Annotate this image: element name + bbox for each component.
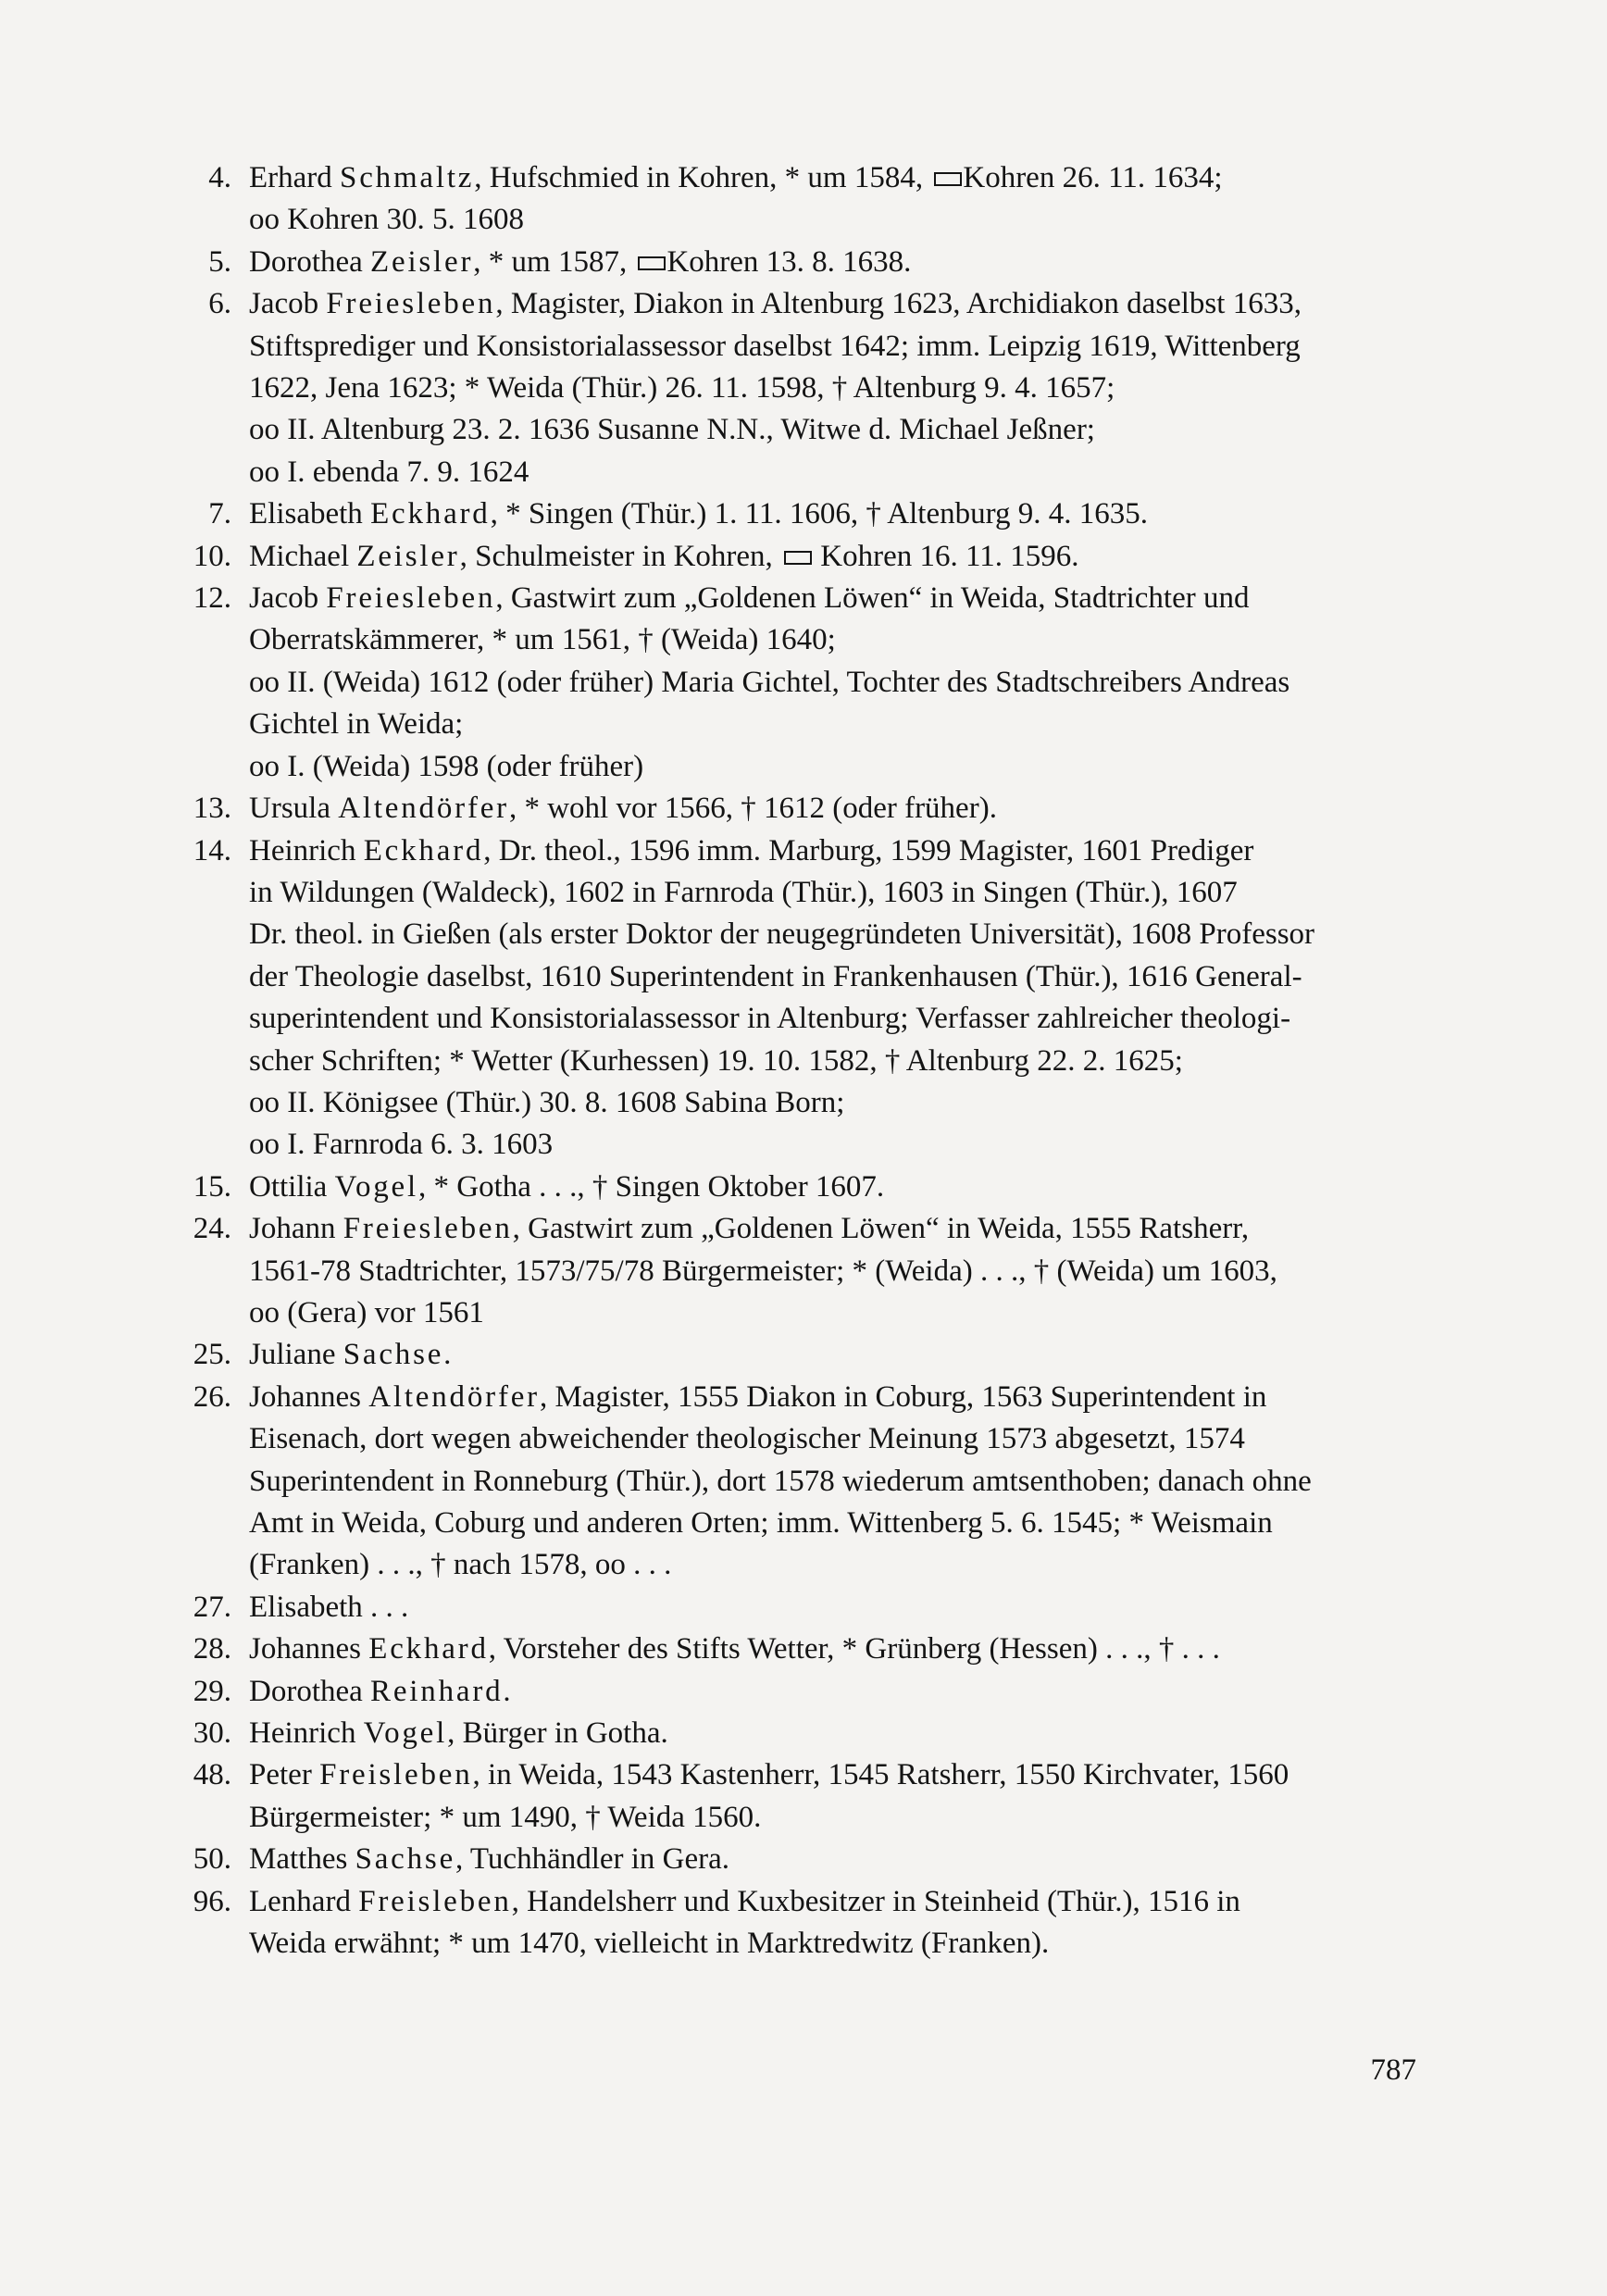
entry-text-segment: 1561-78 Stadtrichter, 1573/75/78 Bürgermeister; * (Weida) . . ., † (Weida) um 1603, [249,1254,1277,1288]
entry-line [249,452,1416,493]
entry-text-segment: Jacob [249,287,327,321]
genealogy-entry [185,1377,1416,1587]
entry-text-segment: Stiftsprediger und Konsistorialassessor daselbst 1642; imm. Leipzig 1619, Wittenberg [249,329,1301,363]
entry-line [249,1713,1416,1754]
entry-text-segment: oo (Gera) vor 1561 [249,1295,484,1329]
surname: Eckhard [368,1632,489,1666]
burial-icon [638,256,666,270]
entry-text-segment: Johannes [249,1379,369,1414]
entry-line [249,1251,1416,1292]
entry-text-segment: , * um 1587, [473,244,635,279]
entry-text-segment: , Tuchhändler in Gera. [455,1842,730,1877]
entry-line [249,619,1416,661]
entry-text-segment: Heinrich [249,1716,364,1751]
genealogy-entry [185,1671,1416,1713]
surname: Altendörfer [368,1379,540,1414]
entry-text-segment: , Gastwirt zum „Goldenen Löwen“ in Weida, Stadtrichter und [495,581,1250,616]
entry-text-segment: Peter [249,1758,320,1792]
entry-number: 24. [193,1212,231,1246]
genealogy-entry [185,493,1416,535]
surname: Freiesleben [343,1212,513,1246]
entry-line [249,1503,1416,1544]
entry-text-segment: Ursula [249,792,339,826]
entry-text-segment: oo I. ebenda 7. 9. 1624 [249,455,529,489]
entry-text-segment: , Gastwirt zum „Goldenen Löwen“ in Weida, 1555 Ratsherr, [512,1212,1250,1246]
genealogy-entry [185,1713,1416,1754]
entry-line [249,1923,1416,1965]
entry-line [249,1839,1416,1880]
entry-line [249,1208,1416,1250]
entry-number: 29. [193,1674,231,1708]
genealogy-entry [185,830,1416,1167]
entry-text-segment: Eisenach, dort wegen abweichender theologischer Meinung 1573 abgesetzt, 1574 [249,1422,1245,1456]
burial-icon [784,551,812,565]
surname: Freiesleben [326,287,496,321]
entry-text [249,536,1416,578]
entry-text-segment: . [503,1674,511,1708]
entry-text-segment: Ottilia [249,1169,335,1204]
entry-text-segment: Bürgermeister; * um 1490, † Weida 1560. [249,1800,762,1834]
genealogy-entry [185,157,1416,242]
entry-text [249,1713,1416,1754]
entry-text [249,830,1416,1167]
surname: Reinhard [370,1674,504,1708]
entry-text-segment: , Magister, Diakon in Altenburg 1623, Archidiakon daselbst 1633, [495,287,1302,321]
genealogy-entry [185,1208,1416,1334]
entry-text-segment: Elisabeth . . . [249,1590,409,1624]
entry-line [249,788,1416,830]
surname: Freisleben [319,1758,473,1792]
entry-text-segment: Dr. theol. in Gießen (als erster Doktor der neugegründeten Universität), 1608 Professor [249,917,1315,952]
genealogy-list [185,157,1416,1965]
entry-text-segment: , Magister, 1555 Diakon in Coburg, 1563 Superintendent in [539,1379,1267,1414]
entry-line [249,1292,1416,1334]
burial-icon [934,172,962,186]
entry-text-segment: , * Gotha . . ., † Singen Oktober 1607. [417,1169,885,1204]
entry-number: 96. [193,1884,231,1918]
entry-text [249,1377,1416,1587]
entry-line [249,1418,1416,1460]
entry-text-segment: oo II. Altenburg 23. 2. 1636 Susanne N.N., Witwe d. Michael Jeßner; [249,413,1095,447]
entry-text-segment: , Vorsteher des Stifts Wetter, * Grünberg (Hessen) . . ., † . . . [488,1632,1220,1666]
entry-text-segment: , Bürger in Gotha. [447,1716,668,1751]
entry-text [249,157,1416,242]
entry-text-segment: Kohren 26. 11. 1634; [963,161,1223,194]
entry-text-segment: , * Singen (Thür.) 1. 11. 1606, † Altenburg 9. 4. 1635. [490,497,1148,531]
entry-text-segment: , Handelsherr und Kuxbesitzer in Steinheid (Thür.), 1516 in [511,1884,1240,1918]
entry-text-segment: Matthes [249,1842,355,1877]
genealogy-entry [185,578,1416,788]
entry-line [249,746,1416,788]
entry-text-segment: Jacob [249,581,327,616]
genealogy-entry [185,1839,1416,1880]
surname: Altendörfer [338,792,509,826]
entry-line [249,1124,1416,1166]
entry-number: 12. [193,581,231,616]
entry-line [249,368,1416,409]
genealogy-entry [185,1587,1416,1628]
genealogy-entry [185,242,1416,283]
entry-text-segment: , Dr. theol., 1596 imm. Marburg, 1599 Magister, 1601 Prediger [483,833,1254,867]
entry-text [249,1881,1416,1965]
entry-line [249,1041,1416,1082]
genealogy-entry [185,536,1416,578]
entry-line [249,578,1416,619]
entry-text [249,493,1416,535]
entry-text-segment: Amt in Weida, Coburg und anderen Orten; imm. Wittenberg 5. 6. 1545; * Weismain [249,1506,1273,1540]
surname: Eckhard [363,833,484,867]
entry-text-segment: der Theologie daselbst, 1610 Superintendent in Frankenhausen (Thür.), 1616 General- [249,959,1302,993]
entry-text-segment: Johannes [249,1632,369,1666]
entry-line [249,830,1416,872]
entry-text-segment: Erhard [249,161,341,194]
surname: Vogel [363,1716,448,1751]
entry-line [249,1082,1416,1124]
surname: Schmaltz [340,161,475,194]
entry-line [249,1671,1416,1713]
entry-line [249,872,1416,914]
entry-line [249,283,1416,325]
entry-line [249,704,1416,745]
surname: Eckhard [370,497,491,531]
entry-line [249,1334,1416,1376]
entry-number: 6. [208,287,231,321]
entry-text [249,1628,1416,1670]
entry-text-segment: Superintendent in Ronneburg (Thür.), dort 1578 wiederum amtsenthoben; danach ohne [249,1464,1312,1498]
entry-line [249,998,1416,1040]
surname: Freiesleben [326,581,496,616]
entry-line [249,409,1416,451]
entry-number: 26. [193,1379,231,1414]
entry-text-segment: Michael [249,539,357,573]
entry-text-segment: Juliane [249,1338,343,1372]
genealogy-entry [185,788,1416,830]
entry-text [249,788,1416,830]
entry-text [249,1754,1416,1839]
surname: Sachse [343,1338,444,1372]
entry-text-segment: Dorothea [249,244,371,279]
entry-text-segment: oo II. Königsee (Thür.) 30. 8. 1608 Sabina Born; [249,1085,845,1119]
entry-line [249,493,1416,535]
entry-line [249,662,1416,704]
entry-line [249,956,1416,998]
entry-number: 15. [193,1169,231,1204]
entry-number: 10. [193,539,231,573]
entry-line [249,1167,1416,1208]
entry-text-segment: . [443,1338,452,1372]
page-number: 787 [1370,2053,1416,2087]
entry-number: 7. [208,497,231,531]
entry-text-segment: , Schulmeister in Kohren, [459,539,781,573]
genealogy-entry [185,1754,1416,1839]
entry-text-segment: superintendent und Konsistorialassessor in Altenburg; Verfasser zahlreicher theologi- [249,1002,1291,1036]
entry-text [249,242,1416,283]
entry-number: 5. [208,244,231,279]
entry-line [249,1628,1416,1670]
entry-line [249,157,1416,199]
entry-text-segment: 1622, Jena 1623; * Weida (Thür.) 26. 11. 1598, † Altenburg 9. 4. 1657; [249,371,1115,406]
entry-text-segment: Lenhard [249,1884,359,1918]
entry-text-segment: Gichtel in Weida; [249,707,464,742]
entry-text-segment: , * wohl vor 1566, † 1612 (oder früher). [508,792,997,826]
entry-number: 27. [193,1590,231,1624]
entry-text [249,1839,1416,1880]
entry-text-segment: Kohren 13. 8. 1638. [666,244,912,279]
entry-text-segment: in Wildungen (Waldeck), 1602 in Farnroda (Thür.), 1603 in Singen (Thür.), 1607 [249,875,1238,909]
entry-text-segment: (Franken) . . ., † nach 1578, oo . . . [249,1548,672,1582]
entry-text-segment: scher Schriften; * Wetter (Kurhessen) 19. 10. 1582, † Altenburg 22. 2. 1625; [249,1043,1183,1078]
entry-text-segment: , Hufschmied in Kohren, * um 1584, [474,161,931,194]
entry-text [249,1167,1416,1208]
entry-number: 50. [193,1842,231,1877]
entry-line [249,1797,1416,1839]
entry-line [249,326,1416,368]
entry-text [249,1208,1416,1334]
genealogy-entry [185,1167,1416,1208]
entry-text [249,1671,1416,1713]
entry-line [249,1587,1416,1628]
surname: Zeisler [356,539,460,573]
entry-line [249,1881,1416,1923]
entry-text-segment: oo Kohren 30. 5. 1608 [249,203,524,237]
entry-text-segment: oo I. (Weida) 1598 (oder früher) [249,749,644,783]
genealogy-entry [185,1881,1416,1965]
entry-number: 48. [193,1758,231,1792]
entry-line [249,199,1416,241]
entry-number: 28. [193,1632,231,1666]
entry-text-segment: Oberratskämmerer, * um 1561, † (Weida) 1640; [249,623,836,657]
entry-text [249,1334,1416,1376]
entry-line [249,1377,1416,1418]
entry-number: 25. [193,1338,231,1372]
entry-text-segment: Elisabeth [249,497,371,531]
entry-text-segment: oo I. Farnroda 6. 3. 1603 [249,1128,554,1162]
entry-line [249,1544,1416,1586]
entry-line [249,1754,1416,1796]
entry-number: 14. [193,833,231,867]
entry-text-segment: Dorothea [249,1674,371,1708]
entry-text-segment: , in Weida, 1543 Kastenherr, 1545 Ratsherr, 1550 Kirchvater, 1560 [472,1758,1289,1792]
genealogy-entry [185,1334,1416,1376]
entry-text-segment: oo II. (Weida) 1612 (oder früher) Maria Gichtel, Tochter des Stadtschreibers Andreas [249,665,1290,699]
entry-line [249,1461,1416,1503]
entry-text-segment: Johann [249,1212,343,1246]
entry-number: 30. [193,1716,231,1751]
surname: Vogel [334,1169,418,1204]
entry-text-segment: Kohren 16. 11. 1596. [813,539,1079,573]
entry-text [249,578,1416,788]
entry-line [249,536,1416,578]
entry-line [249,242,1416,283]
entry-number: 4. [208,161,231,194]
surname: Sachse [355,1842,456,1877]
genealogy-entry [185,283,1416,493]
entry-text-segment: Weida erwähnt; * um 1470, vielleicht in Marktredwitz (Franken). [249,1927,1050,1961]
entry-text-segment: Heinrich [249,833,364,867]
entry-number: 13. [193,792,231,826]
entry-line [249,914,1416,955]
entry-text [249,1587,1416,1628]
genealogy-entry [185,1628,1416,1670]
entry-text [249,283,1416,493]
surname: Zeisler [370,244,474,279]
surname: Freisleben [358,1884,512,1918]
